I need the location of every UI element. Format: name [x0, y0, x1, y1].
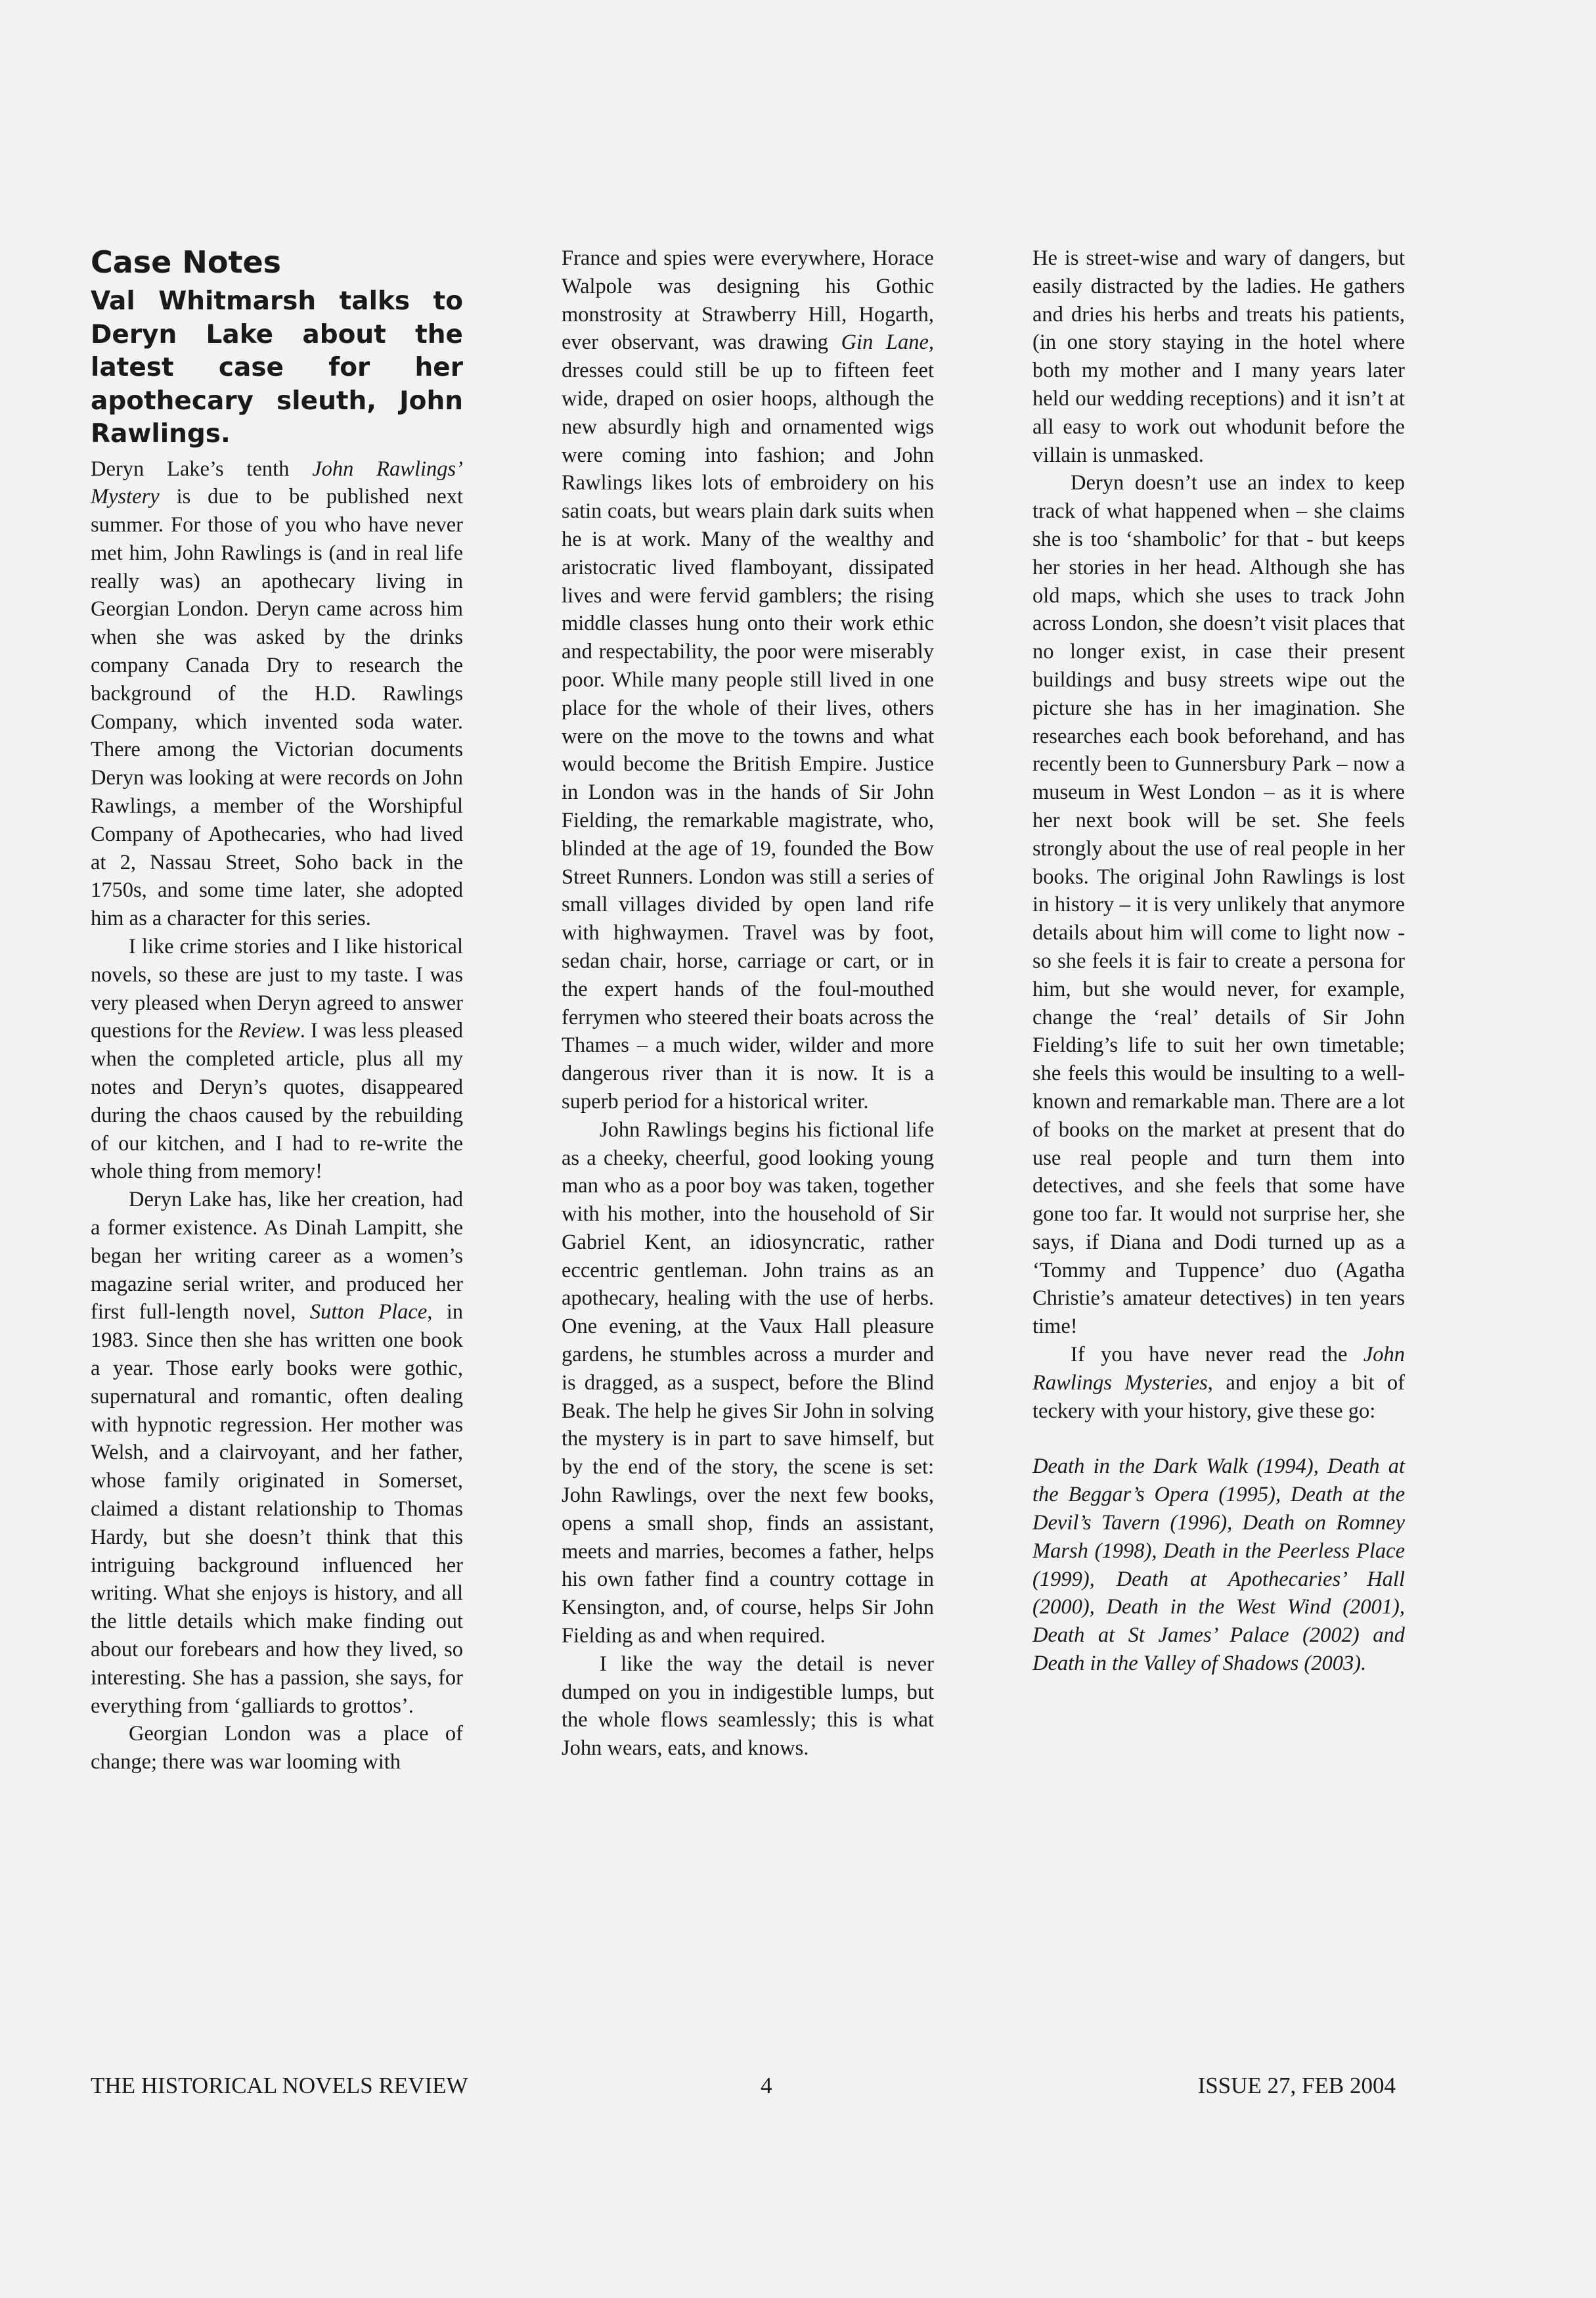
paragraph [562, 244, 934, 1116]
series-title: John Rawlings Mysteries [1032, 1343, 1405, 1395]
paragraph: I like the way the detail is never dumped on you in indigestible lumps, but the whole flows seamlessly; this is what John wears, eats, and knows. [562, 1652, 934, 1761]
paragraph: Deryn doesn’t use an index to keep track of what happened when – she claims she is too ‘shambolic’ for that - but keeps her stories in her head. Although she has old maps, which she uses to track John across London, she doesn’t visit places that no longer exist, in case their present buildings and busy streets wipe out the picture she has in her imagination. She researches each book beforehand, and has recently been to Gunnersbury Park – now a museum in West London – as it is where her next book will be set. She feels strongly about the use of real people in her books. The original John Rawlings is lost in history – it is very unlikely that anymore details about him will come to light now - so she feels it is fair to create a persona for him, but she would never, for example, change the ‘real’ details of Sir John Fielding’s life to suit her own timetable; she feels this would be insulting to a well-known and remarkable man. There are a lot of books on the market at present that do use real people and turn them into detectives, and she feels that some have gone too far. It would not surprise her, she says, if Diana and Dodi turned up as a ‘Tommy and Tuppence’ duo (Agatha Christie’s amateur detectives) in ten years time! [1032, 471, 1405, 1339]
article-column-3 [1032, 244, 1405, 1678]
artwork-title: Gin Lane, [841, 330, 934, 355]
paragraph: Georgian London was a place of change; there was war looming with [91, 1722, 463, 1774]
paragraph [1032, 1341, 1405, 1425]
text-run: Deryn Lake’s tenth [91, 457, 313, 481]
text-run: If you have never read the [1071, 1343, 1363, 1367]
text-run: . I was less pleased when the completed article, plus all my notes and Deryn’s quotes, disappeared during the chaos caused by the rebuilding of our kitchen, and I had to re-write the whole thing from memory! [91, 1019, 463, 1184]
footer-issue: ISSUE 27, FEB 2004 [1197, 2073, 1396, 2098]
article-column-1 [91, 243, 463, 1776]
text-run: , in 1983. Since then she has written one book a year. Those early books were gothic, supernatural and romantic, often dealing with hypnotic regression. Her mother was Welsh, and a clairvoyant, and her father, whose family originated in Somerset, claimed a distant relationship to Thomas Hardy, but she doesn’t think that this intriguing background influenced her writing. What she enjoys is history, and all the little details which make finding out about our forebears and how they lived, so interesting. She has a passion, she says, for everything from ‘galliards to grottos’. [91, 1300, 464, 1718]
paragraph [91, 455, 463, 934]
article-subtitle: Val Whitmarsh talks to Deryn Lake about the latest case for her apothecary sleuth, John Rawlings. [91, 286, 463, 449]
text-run: I like crime stories and I like historical novels, so these are just to my taste. I was very pleased when Deryn agreed to answer questions for the [91, 935, 463, 1043]
page-number: 4 [761, 2073, 772, 2098]
book-title: Sutton Place [309, 1300, 428, 1324]
text-run: is due to be published next summer. For those of you who have never met him, John Rawlings is (and in real life really was) an apothecary living in Georgian London. Deryn came across him when she was asked by the drinks company Canada Dry to research the background of the H.D. Rawlings Company, which invented soda water. There among the Victorian documents Deryn was looking at were records on John Rawlings, a member of the Worshipful Company of Apothecaries, who had lived at 2, Nassau Street, Soho back in the 1750s, and some time later, she adopted him as a character for this series. [91, 485, 463, 931]
text-run: , and enjoy a bit of teckery with your history, give these go: [1032, 1370, 1406, 1423]
paragraph [91, 1186, 463, 1720]
text-run: France and spies were everywhere, Horace Walpole was designing his Gothic monstrosity at Strawberry Hill, Hogarth, ever observant, was drawing [562, 246, 934, 355]
paragraph: John Rawlings begins his fictional life as a cheeky, cheerful, good looking young man who as a poor boy was taken, together with his mother, into the household of Sir Gabriel Kent, an idiosyncratic, rather eccentric gentleman. John trains as an apothecary, healing with the use of herbs. One evening, at the Vaux Hall pleasure gardens, he stumbles across a murder and is dragged, as a suspect, before the Blind Beak. The help he gives Sir John in solving the mystery is in part to save himself, but by the end of the story, the scene is set: John Rawlings, over the next few books, opens a small shop, finds an assistant, meets and marries, becomes a father, helps his own father find a country cottage in Kensington, and, of course, helps Sir John Fielding as and when required. [562, 1117, 934, 1648]
publication-title: Review [238, 1019, 300, 1043]
article-title: Case Notes [91, 244, 282, 280]
paragraph [91, 933, 463, 1186]
footer-publication-name: THE HISTORICAL NOVELS REVIEW [91, 2073, 468, 2098]
paragraph: He is street-wise and wary of dangers, but easily distracted by the ladies. He gathers and dries his herbs and treats his patients, (in one story staying in the hotel where both my mother and I many years later held our wedding receptions) and it isn’t at all easy to work out whodunit before the villain is unmasked. [1032, 246, 1405, 467]
article-column-2 [562, 244, 934, 1763]
text-run: Death in the Dark Walk (1994), Death at the Beggar’s Opera (1995), Death at the Devil’s Tavern (1996), Death on Romney Marsh (1998), Death in the Peerless Place (1999), Death at Apothecaries’ Hall (2000), Death in the West Wind (2001), Death at St James’ Palace (2002) [1032, 1454, 1405, 1648]
text-run: and [1373, 1623, 1405, 1648]
text-run: Deryn Lake has, like her creation, had a former existence. As Dinah Lampitt, she began her writing career as a women’s magazine serial writer, and produced her first full-length novel, [91, 1188, 463, 1324]
text-run: dresses could still be up to fifteen feet wide, draped on osier hoops, although the new absurdly high and ornamented wigs were coming into fashion; and John Rawlings likes lots of embroidery on his satin coats, but wears plain dark suits when he is at work. Many of the wealthy and aristocratic lived flamboyant, dissipated lives and were fervid gamblers; the rising middle classes hung onto their work ethic and respectability, the poor were miserably poor. While many people still lived in one place for the whole of their lives, others were on the move to the towns and what would become the British Empire. Justice in London was in the hands of Sir John Fielding, the remarkable magistrate, who, blinded at the age of 19, founded the Bow Street Runners. London was still a series of small villages divided by open land rife with highwaymen. Travel was by foot, sedan chair, horse, carriage or cart, or in the expert hands of the foul-mouthed ferrymen who steered their boats across the Thames – a much wider, wilder and more dangerous river than it is now. It is a superb period for a historical writer. [562, 359, 934, 1114]
series-title: John Rawlings’ Mystery [91, 457, 463, 509]
text-run: Death in the Valley of Shadows (2003). [1032, 1652, 1367, 1676]
book-list [1032, 1453, 1405, 1677]
